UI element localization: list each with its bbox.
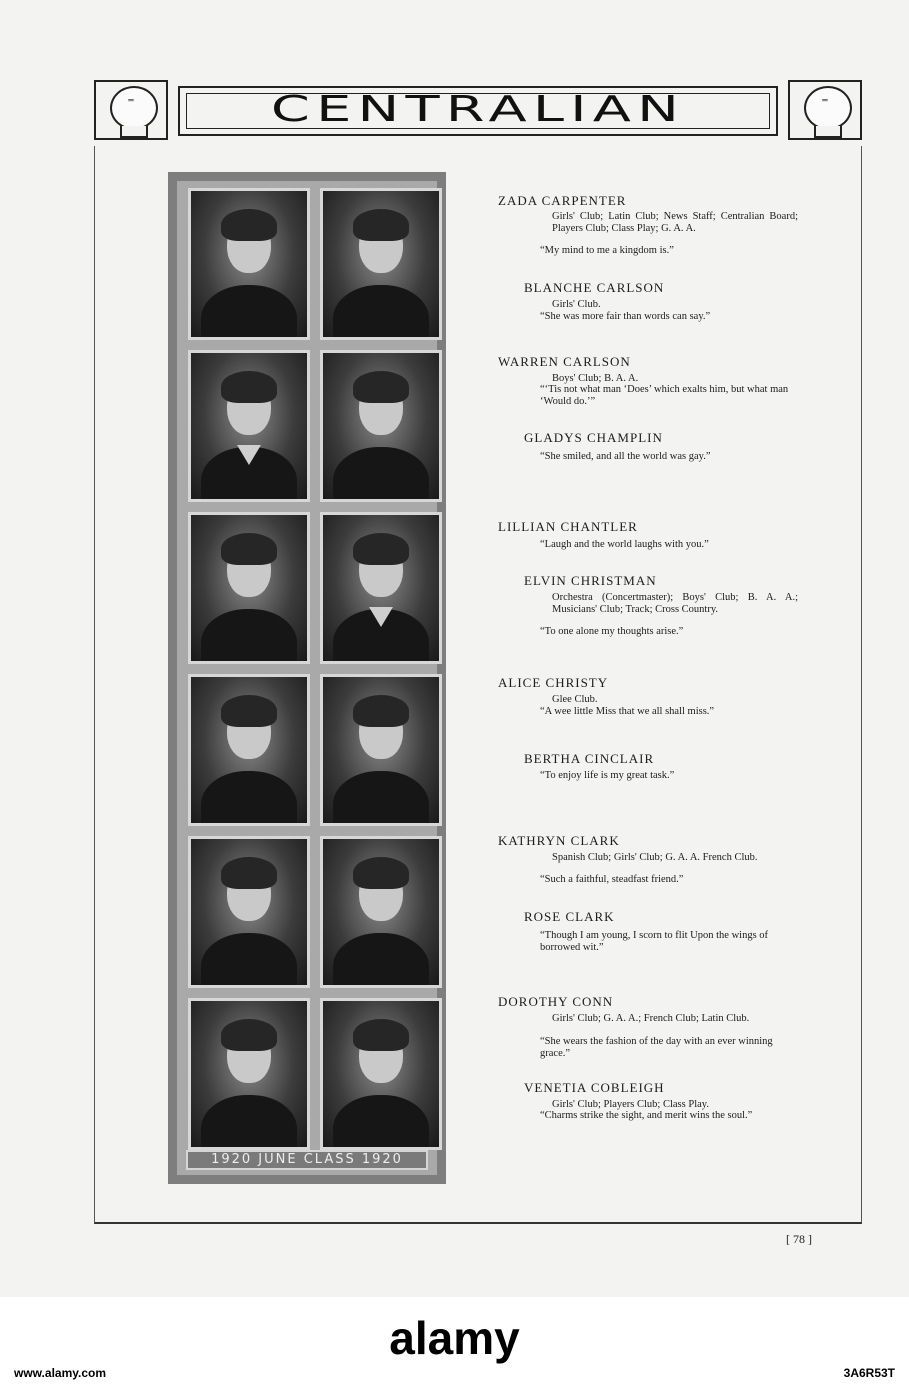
student-activities: Girls' Club. [552, 299, 601, 310]
portrait-photo [320, 998, 442, 1150]
photo-panel [168, 172, 446, 1184]
student-quote: “She wears the fashion of the day with an ever winning grace.” [540, 1036, 773, 1059]
page-title: CENTRALIAN [270, 89, 686, 130]
student-quote: “Such a faithful, steadfast friend.” [540, 874, 684, 885]
student-name: DOROTHY CONN [498, 994, 614, 1009]
student-name: ZADA CARPENTER [498, 193, 627, 208]
student-activities: Spanish Club; Girls' Club; G. A. A. French Club. [552, 852, 758, 863]
portrait-photo [320, 674, 442, 826]
portrait-photo [188, 998, 310, 1150]
stock-banner [0, 1297, 909, 1390]
stock-url: www.alamy.com [14, 1366, 107, 1380]
portrait-photo [188, 836, 310, 988]
student-quote: “To one alone my thoughts arise.” [540, 626, 684, 637]
student-activities: Boys' Club; B. A. A. [552, 373, 639, 384]
owl-emblem-icon: ⁼ [94, 80, 168, 140]
student-quote: “A wee little Miss that we all shall miss.” [540, 706, 715, 717]
student-quote: “Laugh and the world laughs with you.” [540, 539, 709, 550]
student-quote: “She smiled, and all the world was gay.” [540, 451, 711, 462]
student-name: KATHRYN CLARK [498, 833, 620, 848]
portrait-photo [188, 188, 310, 340]
portrait-photo [188, 350, 310, 502]
title-box [178, 86, 778, 136]
student-name: ELVIN CHRISTMAN [524, 573, 657, 588]
page-number: [ 78 ] [786, 1232, 812, 1246]
student-activities: Orchestra (Concertmaster); Boys' Club; B. A. A.; Musicians' Club; Track; Cross Country. [552, 592, 798, 615]
student-name: BLANCHE CARLSON [524, 280, 665, 295]
student-name: ALICE CHRISTY [498, 675, 609, 690]
portrait-photo [188, 674, 310, 826]
student-quote: “She was more fair than words can say.” [540, 311, 711, 322]
student-quote: “To enjoy life is my great task.” [540, 770, 675, 781]
student-name: BERTHA CINCLAIR [524, 751, 655, 766]
student-name: WARREN CARLSON [498, 354, 631, 369]
class-caption: 1920 JUNE CLASS 1920 [186, 1150, 428, 1170]
portrait-photo [188, 512, 310, 664]
student-name: ROSE CLARK [524, 909, 615, 924]
student-quote: “Charms strike the sight, and merit wins the soul.” [540, 1110, 753, 1121]
student-activities: Glee Club. [552, 694, 598, 705]
portrait-photo [320, 512, 442, 664]
portrait-photo [320, 188, 442, 340]
portrait-photo [320, 836, 442, 988]
student-name: GLADYS CHAMPLIN [524, 430, 663, 445]
student-activities: Girls' Club; G. A. A.; French Club; Latin Club. [552, 1013, 750, 1024]
header-banner [94, 80, 862, 142]
owl-emblem-icon: ⁼ [788, 80, 862, 140]
student-activities: Girls' Club; Players Club; Class Play. [552, 1099, 709, 1110]
student-quote: “‘Tis not what man ‘Does’ which exalts him, but what man ‘Would do.’” [540, 384, 789, 407]
student-name: VENETIA COBLEIGH [524, 1080, 665, 1095]
portrait-photo [320, 350, 442, 502]
stock-image-id: 3A6R53T [843, 1366, 895, 1380]
student-quote: “My mind to me a kingdom is.” [540, 245, 674, 256]
student-quote: “Though I am young, I scorn to flit Upon the wings of borrowed wit.” [540, 930, 769, 953]
stock-logo: alamy [389, 1312, 520, 1364]
student-activities: Girls' Club; Latin Club; News Staff; Centralian Board; Players Club; Class Play; G. A. A. [552, 211, 798, 234]
student-name: LILLIAN CHANTLER [498, 519, 638, 534]
